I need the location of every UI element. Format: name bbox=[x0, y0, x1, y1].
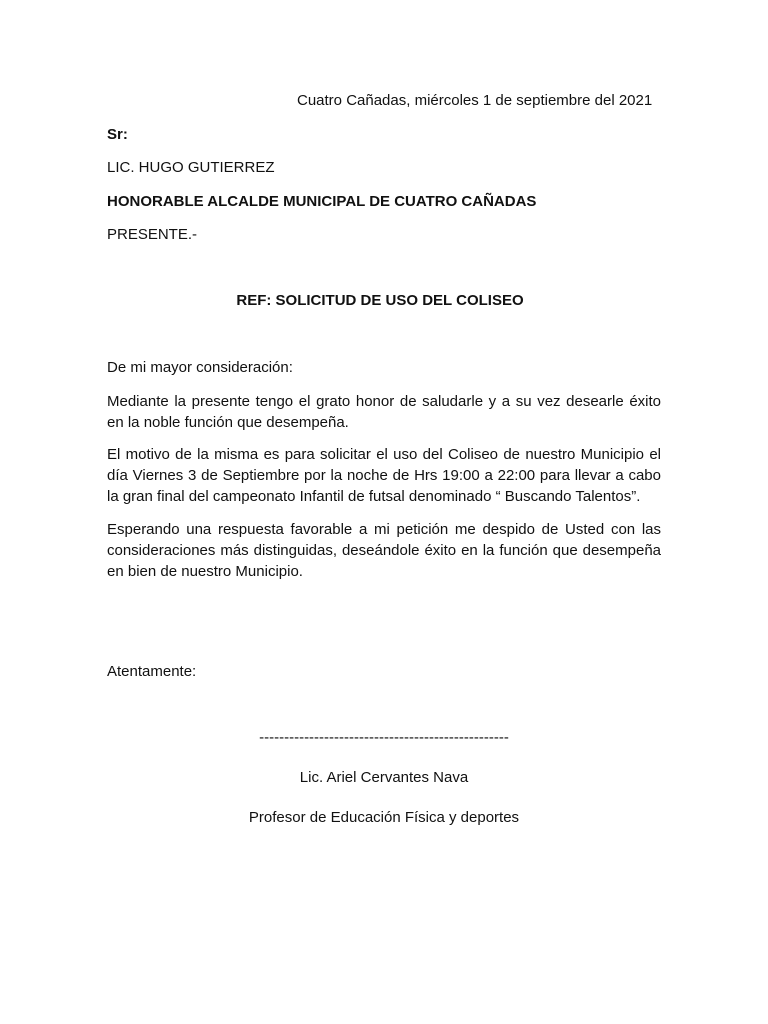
recipient-position: HONORABLE ALCALDE MUNICIPAL DE CUATRO CAÑADAS bbox=[107, 193, 537, 210]
body-paragraph-2: El motivo de la misma es para solicitar el uso del Coliseo de nuestro Municipio el día Viernes 3 de Septiembre por la noche de Hrs 19:00 a 22:00 para llevar a cabo la gran final del campeonato Infantil de futsal denominado “ Buscando Talentos”. bbox=[107, 446, 661, 505]
recipient-name: LIC. HUGO GUTIERREZ bbox=[107, 159, 275, 176]
closing-line: Atentamente: bbox=[107, 663, 197, 680]
greeting-line: De mi mayor consideración: bbox=[107, 359, 293, 376]
body-paragraph-1: Mediante la presente tengo el grato honor de saludarle y a su vez desearle éxito en la noble función que desempeña. bbox=[107, 393, 661, 431]
body-paragraph-3: Esperando una respuesta favorable a mi petición me despido de Usted con las consideraciones más distinguidas, deseándole éxito en la función que desempeña en bien de nuestro Municipio. bbox=[107, 521, 661, 580]
signer-name: Lic. Ariel Cervantes Nava bbox=[299, 769, 469, 786]
date-line: Cuatro Cañadas, miércoles 1 de septiembre del 2021 bbox=[297, 92, 653, 109]
salutation-title: Sr: bbox=[107, 126, 128, 143]
signer-title: Profesor de Educación Física y deportes bbox=[248, 809, 520, 826]
signature-line: -------------------------------------------------- bbox=[259, 729, 509, 746]
presente-line: PRESENTE.- bbox=[107, 226, 198, 243]
reference-line: REF: SOLICITUD DE USO DEL COLISEO bbox=[236, 292, 524, 309]
